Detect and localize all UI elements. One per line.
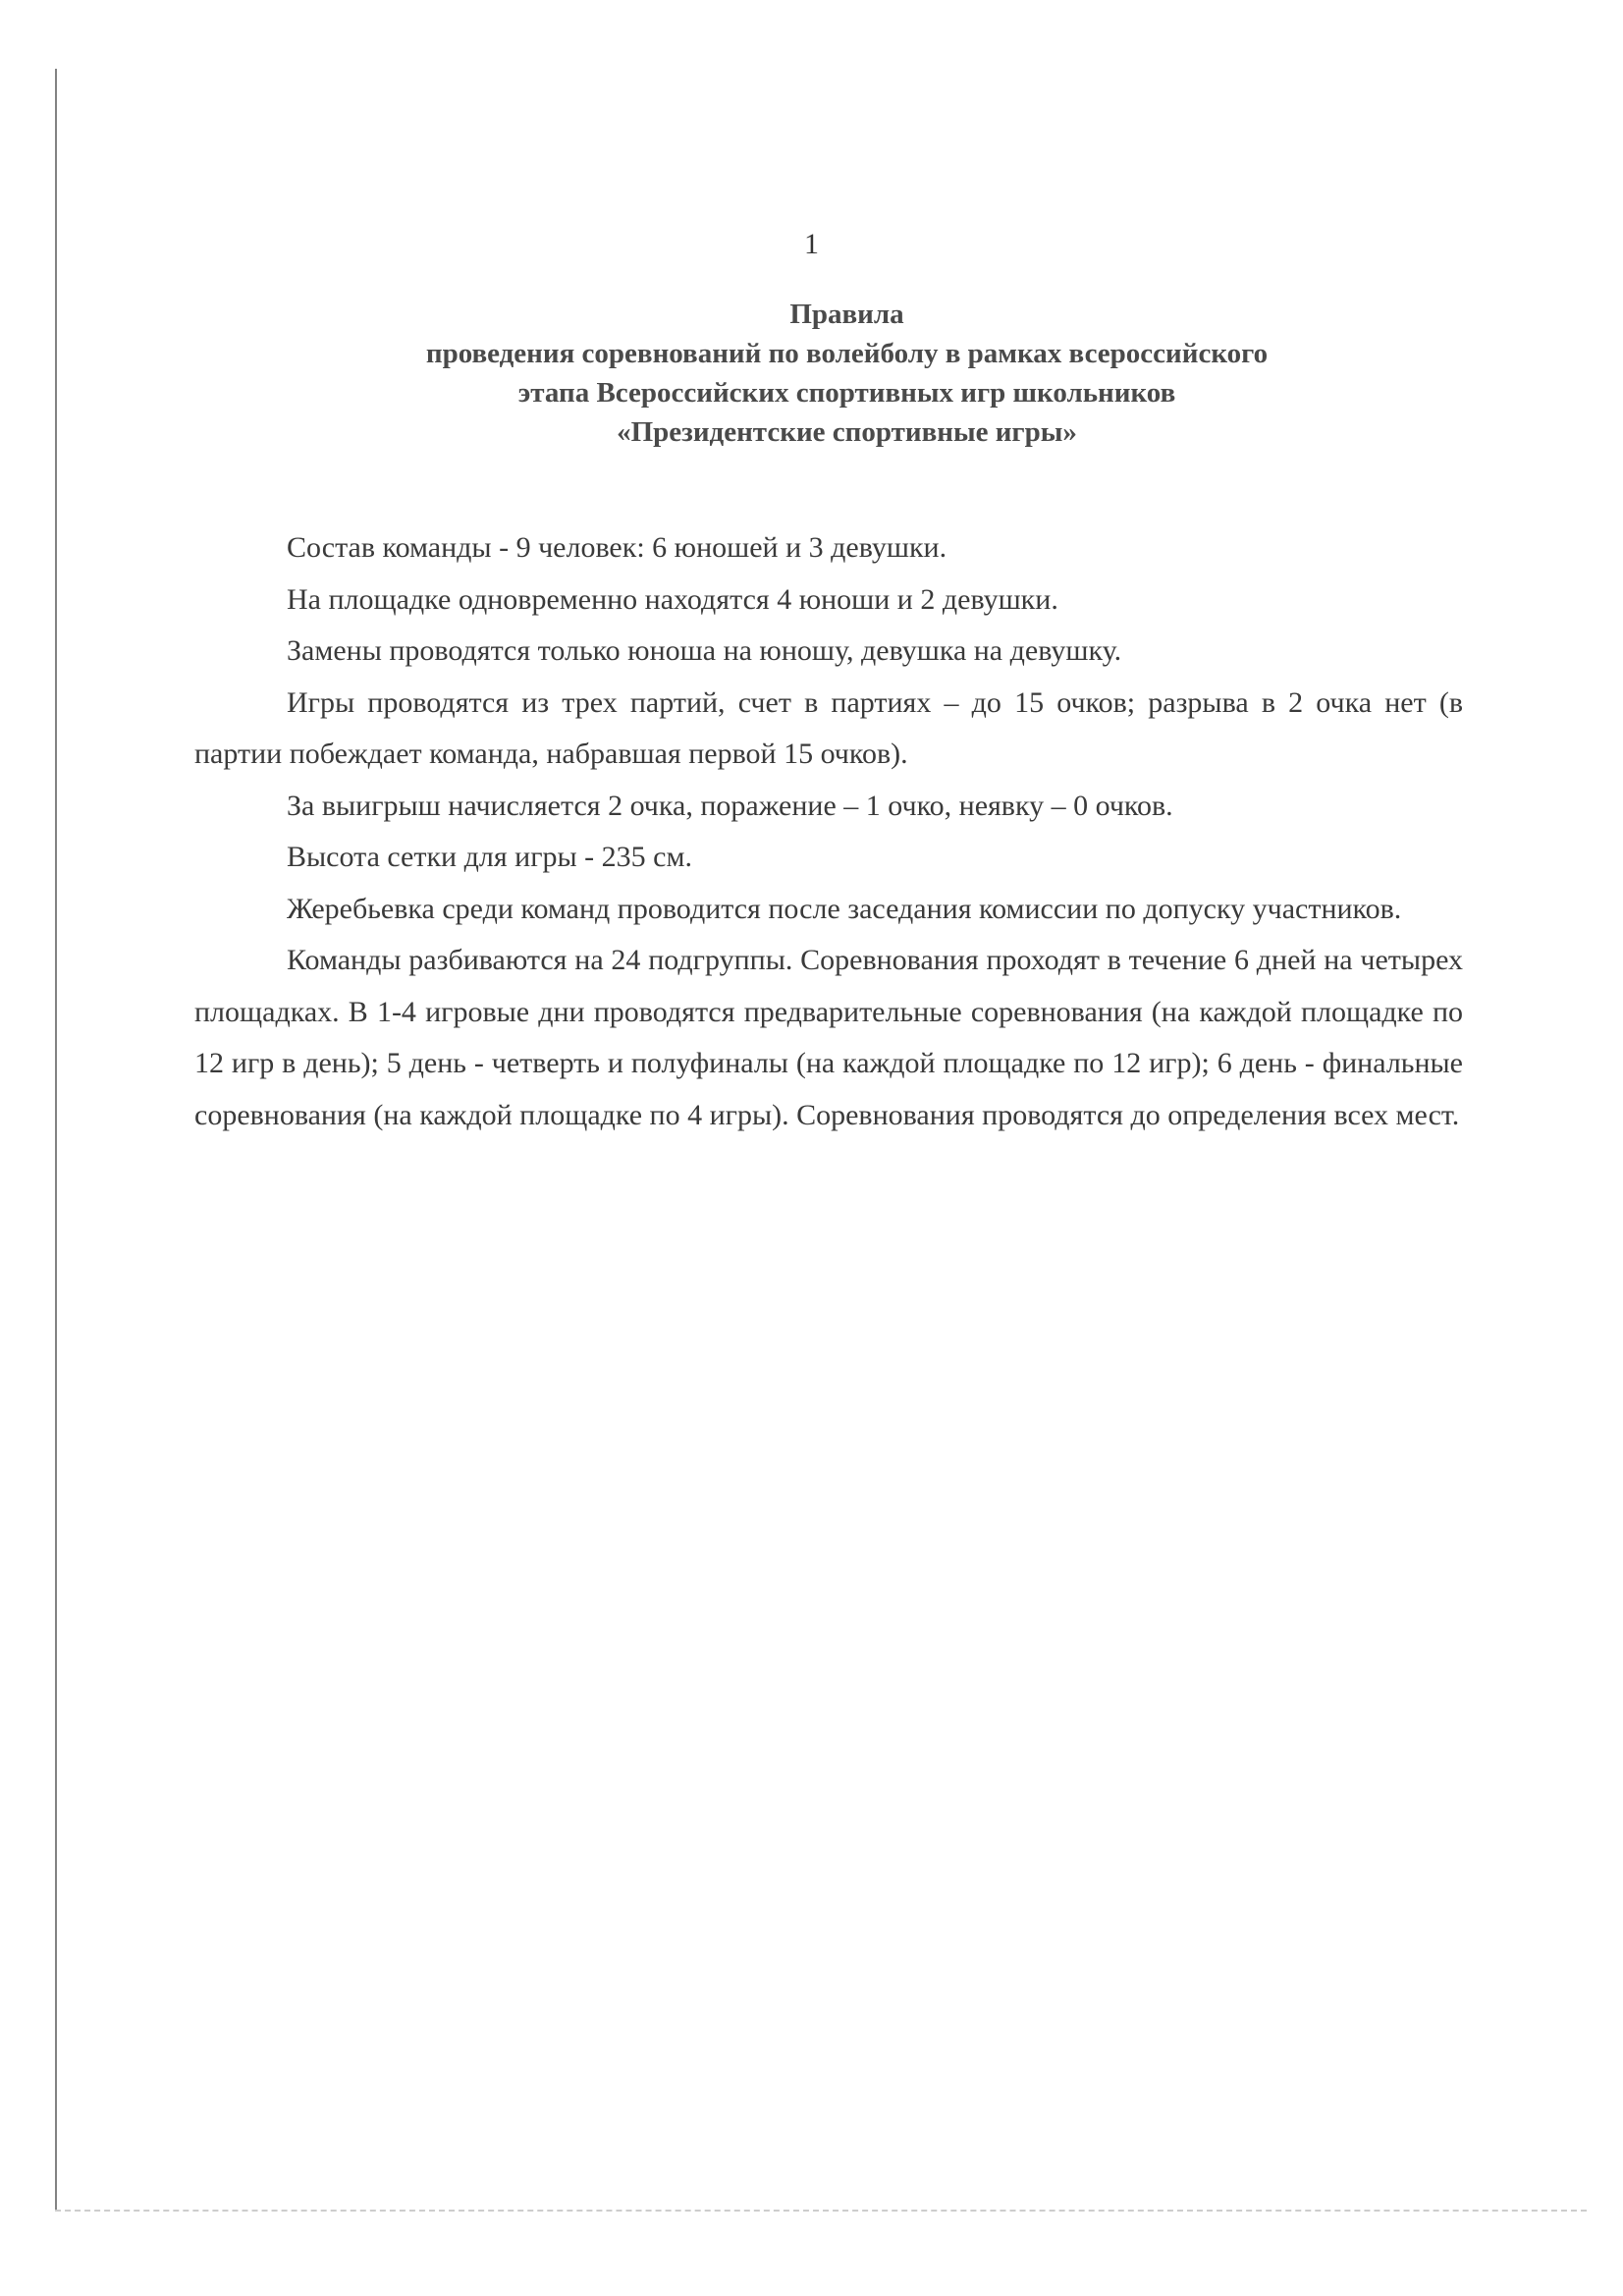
title-line-4: «Президентские спортивные игры» (617, 416, 1077, 448)
paragraph-schedule: Команды разбиваются на 24 подгруппы. Соревнования проходят в течение 6 дней на четырех площадках. В 1-4 игровые дни проводятся предварительные соревнования (на каждой площадке по 12 игр в день); 5 день - четверть и полуфиналы (на каждой площадке по 12 игр); 6 день - финальные соревнования (на каждой площадке по 4 игры). Соревнования проводятся до определения всех мест. (194, 944, 1463, 1131)
title-line-3: этапа Всероссийских спортивных игр школьников (517, 377, 1176, 409)
paragraph-game-format: Игры проводятся из трех партий, счет в партиях – до 15 очков; разрыва в 2 очка нет (в партии побеждает команда, набравшая первой 15 очков). (194, 685, 1463, 770)
paragraph-points: За выигрыш начисляется 2 очка, поражение – 1 очко, неявку – 0 очков. (287, 789, 1173, 822)
document-title (245, 295, 1448, 452)
paragraph-substitutions: Замены проводятся только юноша на юношу, девушка на девушку. (287, 634, 1122, 667)
document-body (194, 522, 1463, 1141)
title-line-2: проведения соревнований по волейболу в рамках всероссийского (425, 338, 1269, 369)
title-line-1: Правила (789, 299, 904, 330)
paragraph-team-composition: Состав команды - 9 человек: 6 юношей и 3 девушки. (287, 531, 947, 564)
scan-border-left (55, 69, 57, 2210)
paragraph-draw: Жеребьевка среди команд проводится после заседания комиссии по допуску участников. (287, 892, 1402, 925)
paragraph-net-height: Высота сетки для игры - 235 см. (287, 841, 692, 873)
page-number: 1 (804, 228, 819, 260)
paragraph-court-players: На площадке одновременно находятся 4 юноши и 2 девушки. (287, 582, 1058, 616)
scan-border-bottom (55, 2210, 1587, 2212)
